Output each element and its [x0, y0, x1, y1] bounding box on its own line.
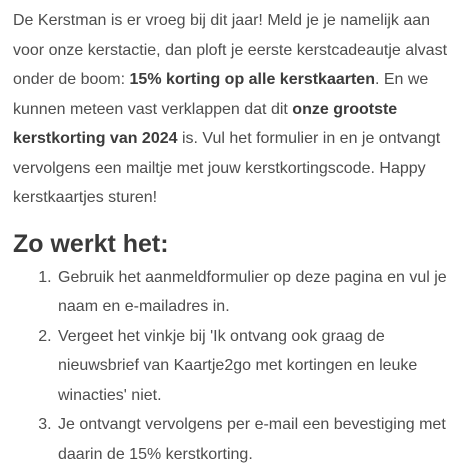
- step-item-2: 2. Vergeet het vinkje bij 'Ik ontvang ook graag de nieuwsbrief van Kaartje2go met kortingen en leuke winacties' niet.: [56, 322, 465, 411]
- intro-text-3: is. Vul het formulier in en je ontvangt vervolgens een mailtje met jouw kerstkortingscode. Happy kerstkaartjes sturen!: [13, 130, 440, 206]
- intro-text-1: De Kerstman is er vroeg bij dit jaar! Meld je je namelijk aan voor onze kerstactie, dan ploft je eerste kerstcadeautje alvast onder de boom:: [13, 12, 447, 88]
- intro-biggest-discount-highlight: onze grootste kerstkorting van 2024: [13, 101, 397, 148]
- intro-text-2: . En we kunnen meteen vast verklappen dat dit: [13, 71, 428, 118]
- step-item-3: 3. Je ontvangt vervolgens per e-mail een bevestiging met daarin de 15% kerstkorting.: [56, 410, 465, 469]
- intro-paragraph: [13, 6, 465, 213]
- steps-list: [13, 263, 465, 469]
- intro-discount-highlight: 15% korting op alle kerstkaarten: [130, 71, 375, 88]
- how-it-works-heading: Zo werkt het:: [13, 227, 465, 261]
- step-item-1: 1. Gebruik het aanmeldformulier op deze pagina en vul je naam en e-mailadres in.: [56, 263, 465, 322]
